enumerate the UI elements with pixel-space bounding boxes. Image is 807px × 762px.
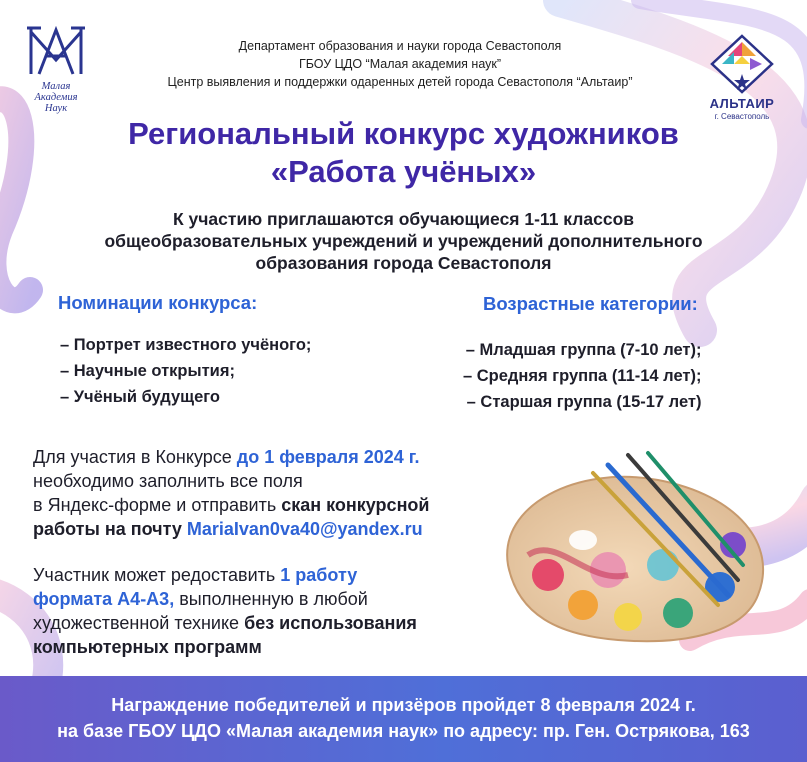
ages-list (463, 337, 701, 415)
mas-caption-1: Малая (41, 81, 71, 92)
paint-palette-illustration (488, 445, 788, 660)
p2-text-d: компьютерных программ (33, 637, 262, 657)
p1-work-bold: работы на почту (33, 519, 187, 539)
mas-caption-2: Академия (34, 92, 78, 103)
nomination-item: – Научные открытия; (60, 362, 235, 380)
no-computer-bold: без использования (244, 613, 417, 633)
participation-paragraph (33, 445, 430, 541)
nominations-list (60, 332, 311, 410)
format-paragraph (33, 563, 417, 659)
awards-footer (0, 676, 807, 762)
header-line-3: Центр выявления и поддержки одаренных детей города Севастополя “Альтаир” (167, 75, 633, 89)
altair-name: АЛЬТАИР (709, 96, 775, 111)
footer-line-2: на базе ГБОУ ЦДО «Малая академия наук» по адресу: пр. Ген. Острякова, 163 (57, 721, 750, 741)
header-line-1: Департамент образования и науки города Севастополя (238, 39, 562, 53)
nomination-item: – Учёный будущего (60, 388, 220, 406)
mas-logo (20, 26, 92, 114)
age-item: – Старшая группа (15-17 лет) (466, 393, 702, 411)
p1-text-c: в Яндекс-форме и отправить (33, 495, 282, 515)
work-count-highlight: 1 работу (280, 565, 358, 585)
altair-logo (700, 34, 784, 121)
ages-heading: Возрастные категории: (483, 293, 698, 314)
p1-text-b: необходимо заполнить все поля (33, 471, 303, 491)
mas-monogram-icon (25, 26, 87, 76)
title-line-1: Региональный конкурс художников (128, 116, 679, 151)
deadline-highlight: до 1 февраля 2024 г. (236, 447, 420, 467)
invite-line-2: общеобразовательных учреждений и учреждений дополнительного (104, 231, 703, 251)
scan-bold: скан конкурсной (281, 495, 430, 515)
footer-line-1: Награждение победителей и призёров пройдет 8 февраля 2024 г. (111, 695, 696, 715)
header-line-2: ГБОУ ЦДО “Малая академия наук” (298, 57, 502, 71)
contest-title (60, 115, 747, 191)
mas-caption-3: Наук (44, 103, 68, 114)
age-item: – Младшая группа (7-10 лет); (465, 341, 702, 359)
nomination-item: – Портрет известного учёного; (60, 336, 312, 354)
age-item: – Средняя группа (11-14 лет); (463, 367, 702, 385)
p2-text-c: художественной технике (33, 613, 245, 633)
title-line-2: «Работа учёных» (270, 154, 537, 189)
altair-city: г. Севастополь (714, 112, 770, 121)
p2-text-b: выполненную в любой (174, 589, 368, 609)
invite-line-1: К участию приглашаются обучающиеся 1-11 классов (172, 209, 635, 229)
format-highlight: формата А4-А3, (33, 589, 175, 609)
p2-text-a: Участник может редоставить (33, 565, 281, 585)
invitation-text (60, 208, 747, 274)
contact-email[interactable]: MariaIvan0va40@yandex.ru (186, 519, 423, 539)
invite-line-3: образования города Севастополя (255, 253, 552, 273)
p1-text-a: Для участия в Конкурсе (33, 447, 237, 467)
organization-header (110, 37, 690, 91)
nominations-heading: Номинации конкурса: (58, 292, 258, 313)
altair-star-icon (710, 34, 774, 94)
